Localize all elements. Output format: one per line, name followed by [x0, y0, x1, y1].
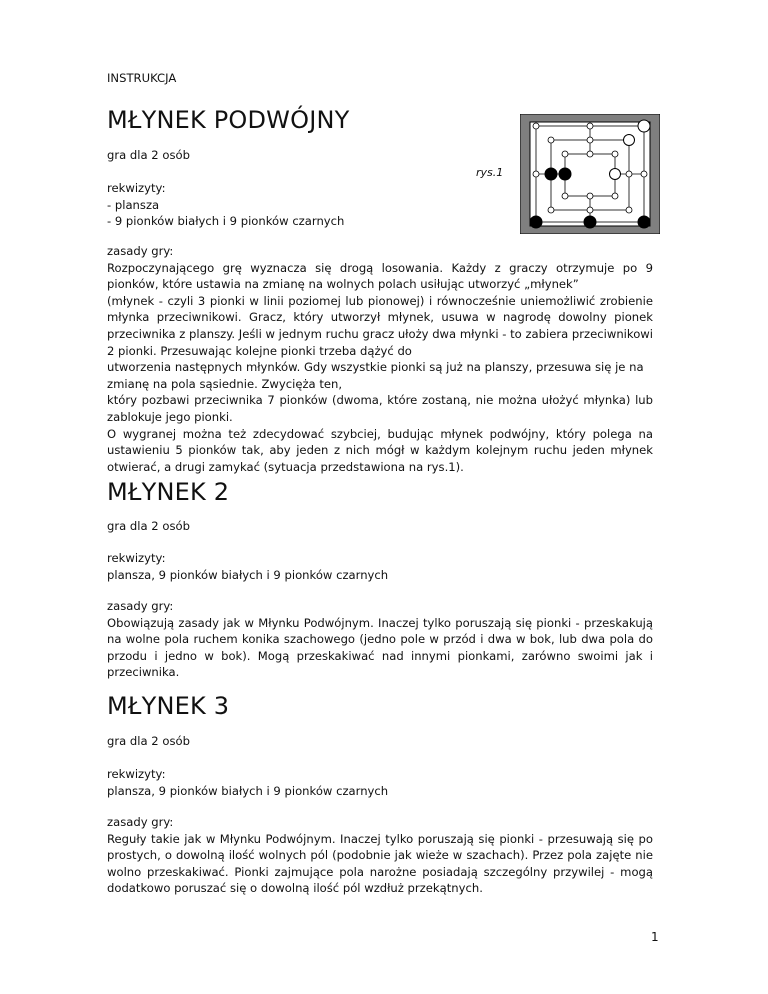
black-piece: [638, 216, 650, 228]
players-info: gra dla 2 osób: [107, 519, 190, 533]
props-item: - plansza: [107, 197, 160, 212]
document-label: INSTRUKCJA: [107, 71, 177, 85]
props-heading: rekwizyty:: [107, 767, 166, 781]
rules-block: [107, 598, 653, 681]
section-title: MŁYNEK 3: [107, 692, 230, 720]
white-piece: [610, 169, 621, 180]
props-heading: rekwizyty:: [107, 181, 166, 195]
rules-paragraph: który pozbawi przeciwnika 7 pionków (dwoma, które zostaną, nie można ułożyć młynka) lub zablokuje jego pionki.: [107, 393, 653, 424]
black-piece: [545, 168, 557, 180]
props-heading: rekwizyty:: [107, 551, 166, 565]
rules-paragraph: Rozpoczynającego grę wyznacza się drogą losowania. Każdy z graczy otrzymuje po 9 pionków, które ustawia na zmianę na wolnych polach usiłując utworzyć „młynek”: [107, 260, 653, 292]
rules-paragraph: Reguły takie jak w Młynku Podwójnym. Inaczej tylko poruszają się pionki - przesuwają się po prostych, o dowolną ilość wolnych pól (podobnie jak wieże w szachach). Przez pola zajęte nie wolno przeskakiwać. Pionki zajmujące pola narożne posiadają szczególny przywilej - mogą dodatkowo poruszać się o dowolną ilość pól wzdłuż przekątnych.: [107, 831, 653, 896]
rules-heading: zasady gry:: [107, 244, 174, 258]
rules-block: [107, 814, 653, 897]
black-piece: [559, 168, 571, 180]
props-block: [107, 766, 388, 799]
rules-heading: zasady gry:: [107, 815, 174, 829]
white-piece: [624, 135, 635, 146]
black-piece: [584, 216, 596, 228]
section-title: MŁYNEK 2: [107, 478, 230, 506]
figure-caption: rys.1: [476, 166, 504, 179]
mill-board-figure: [520, 114, 660, 234]
rules-paragraph: Obowiązują zasady jak w Młynku Podwójnym. Inaczej tylko poruszają się pionki - przeskakują na wolne pola ruchem konika szachowego (jedno pole w przód i dwa w bok, lub dwa pola do przodu i jedno w bok). Mogą przeskakiwać nad innymi pionkami, zarówno swoimi jak i przeciwnika.: [107, 615, 653, 680]
white-piece: [638, 120, 650, 132]
props-item: - 9 pionków białych i 9 pionków czarnych: [107, 214, 345, 229]
rules-paragraph: O wygranej można też zdecydować szybciej, budując młynek podwójny, który polega na ustawieniu 5 pionków tak, aby jeden z nich mógł w każdym kolejnym ruchu jeden młynek otwierać, a drugi zamykać (sytuacja przedstawiona na rys.1).: [107, 426, 653, 474]
black-piece: [530, 216, 542, 228]
section-title: MŁYNEK PODWÓJNY: [107, 106, 350, 134]
props-item: plansza, 9 pionków białych i 9 pionków czarnych: [107, 783, 389, 798]
props-item: plansza, 9 pionków białych i 9 pionków czarnych: [107, 567, 389, 582]
rules-paragraph: utworzenia następnych młynków. Gdy wszystkie pionki są już na planszy, przesuwa się je na zmianę na pola sąsiednie. Zwycięża ten,: [107, 360, 644, 391]
players-info: gra dla 2 osób: [107, 734, 190, 748]
rules-heading: zasady gry:: [107, 599, 174, 613]
rules-block: [107, 243, 653, 475]
page-number: 1: [651, 930, 659, 944]
players-info: gra dla 2 osób: [107, 148, 190, 162]
props-block: [107, 180, 344, 230]
props-block: [107, 550, 388, 583]
rules-paragraph: (młynek - czyli 3 pionki w linii poziomej lub pionowej) i równocześnie uniemożliwić zrobienie młynka przeciwnikowi. Gracz, który utworzył młynek, usuwa w nagrodę dowolny pionek przeciwnika z planszy. Jeśli w jednym ruchu gracz ułoży dwa młynki - to zabiera przeciwnikowi 2 pionki. Przesuwając kolejne pionki trzeba dążyć do: [107, 293, 653, 358]
